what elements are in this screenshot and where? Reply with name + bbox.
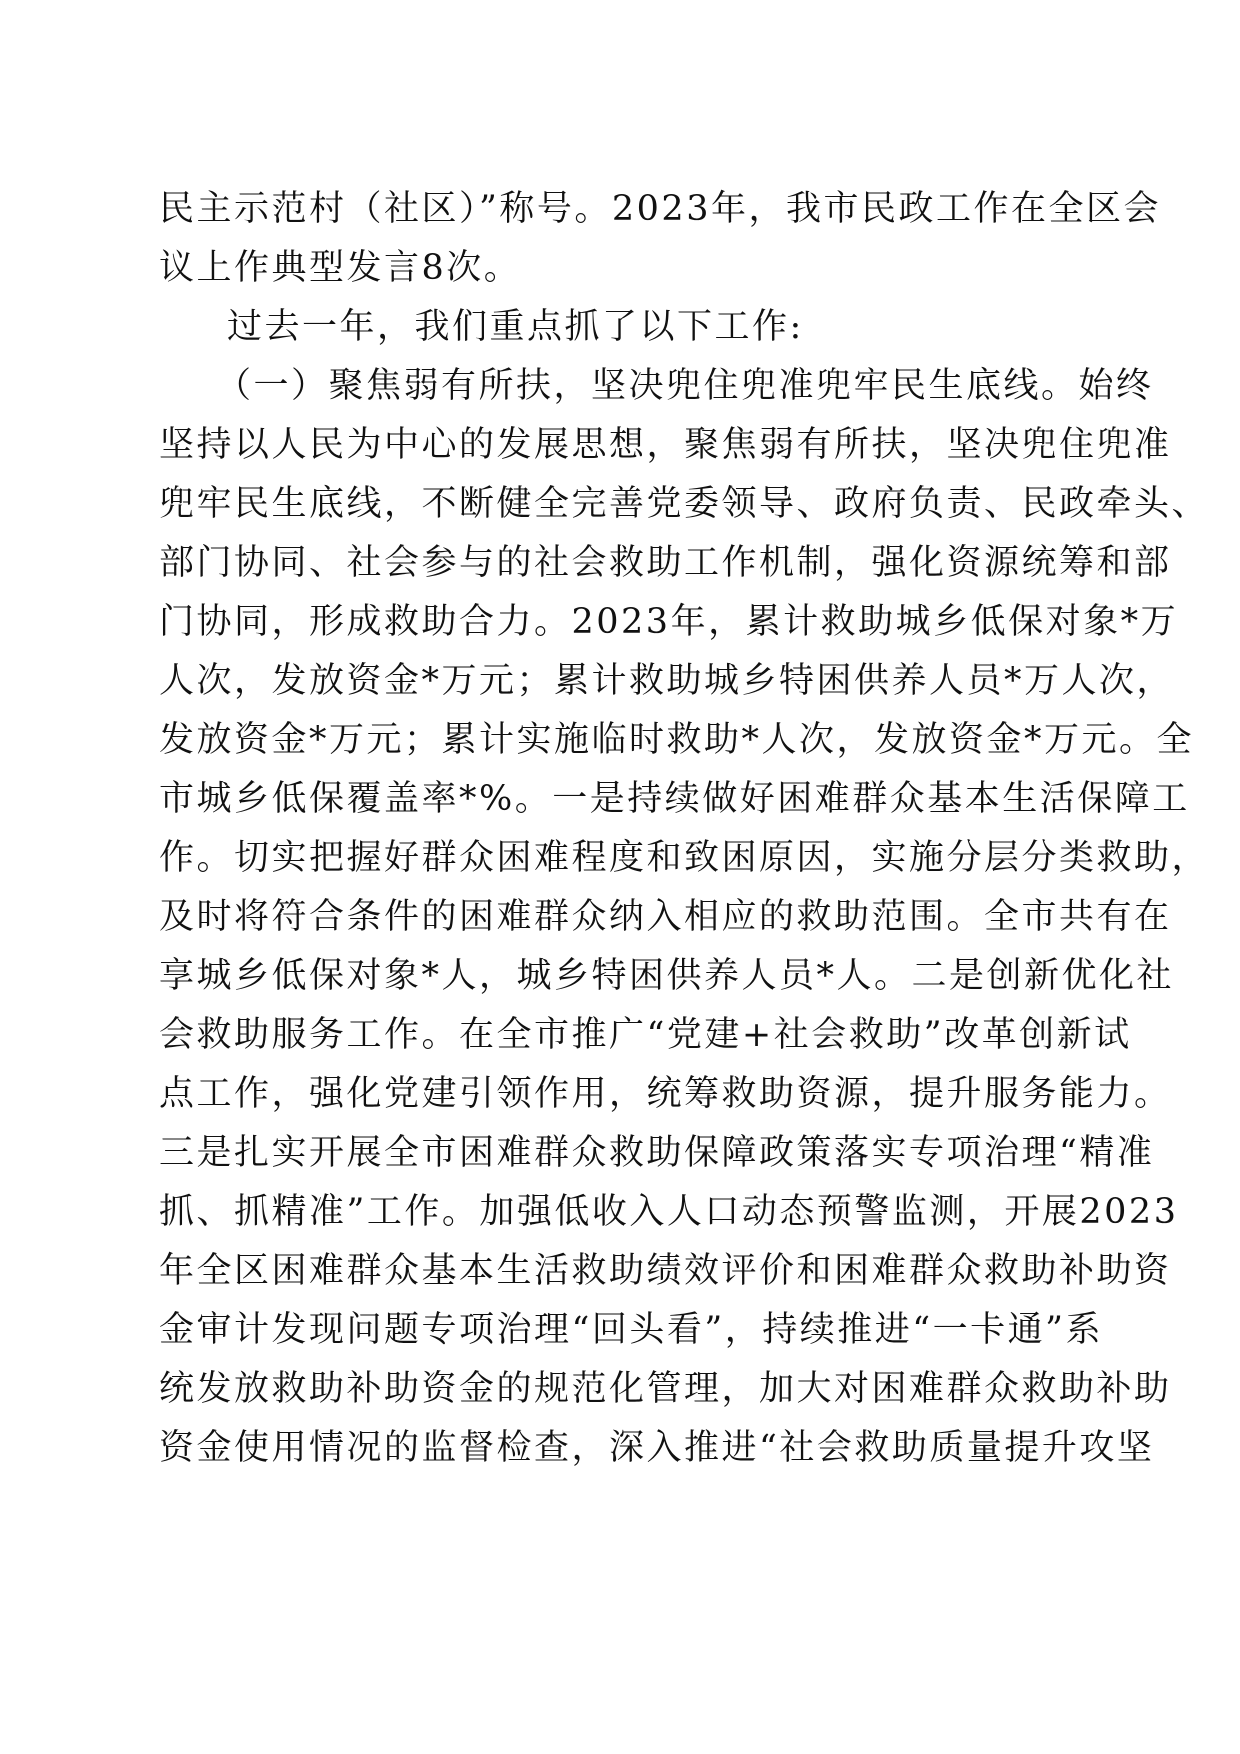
text-line-14: 享城乡低保对象*人，城乡特困供养人员*人。二是创新优化社 xyxy=(159,956,1175,996)
section-heading-line: （一）聚焦弱有所扶，坚决兜住兜准兜牢民生底线。始终 xyxy=(216,366,1154,406)
text-line-22: 资金使用情况的监督检查，深入推进“社会救助质量提升攻坚 xyxy=(159,1428,1155,1468)
text-line-2: 议上作典型发言8次。 xyxy=(159,248,522,288)
text-line-13: 及时将符合条件的困难群众纳入相应的救助范围。全市共有在 xyxy=(159,897,1172,937)
text-line-7: 部门协同、社会参与的社会救助工作机制，强化资源统筹和部 xyxy=(159,543,1172,583)
text-line-9: 人次，发放资金*万元；累计救助城乡特困供养人员*万人次， xyxy=(159,661,1175,701)
text-line-20: 金审计发现问题专项治理“回头看”，持续推进“一卡通”系 xyxy=(159,1310,1104,1350)
text-line-10: 发放资金*万元；累计实施临时救助*人次，发放资金*万元。全 xyxy=(159,720,1195,760)
text-line-3: 过去一年，我们重点抓了以下工作: xyxy=(227,307,804,347)
text-line-21: 统发放救助补助资金的规范化管理，加大对困难群众救助补助 xyxy=(159,1369,1172,1409)
text-line-17: 三是扎实开展全市困难群众救助保障政策落实专项治理“精准 xyxy=(159,1133,1155,1173)
body-text xyxy=(159,180,1210,1478)
text-line-6: 兜牢民生底线，不断健全完善党委领导、政府负责、民政牵头、 xyxy=(159,484,1210,524)
text-line-16: 点工作，强化党建引领作用，统筹救助资源，提升服务能力。 xyxy=(159,1074,1172,1114)
text-line-19: 年全区困难群众基本生活救助绩效评价和困难群众救助补助资 xyxy=(159,1251,1172,1291)
text-line-5: 坚持以人民为中心的发展思想，聚焦弱有所扶，坚决兜住兜准 xyxy=(159,425,1172,465)
text-line-8: 门协同，形成救助合力。2023年，累计救助城乡低保对象*万 xyxy=(159,602,1179,642)
text-line-15: 会救助服务工作。在全市推广“党建+社会救助”改革创新试 xyxy=(159,1015,1132,1055)
text-line-11: 市城乡低保覆盖率*%。一是持续做好困难群众基本生活保障工 xyxy=(159,779,1190,819)
text-line-18: 抓、抓精准”工作。加强低收入人口动态预警监测，开展2023 xyxy=(159,1192,1179,1232)
text-line-12: 作。切实把握好群众困难程度和致困原因，实施分层分类救助， xyxy=(159,838,1210,878)
text-line-1: 民主示范村（社区）”称号。2023年，我市民政工作在全区会 xyxy=(159,189,1161,229)
